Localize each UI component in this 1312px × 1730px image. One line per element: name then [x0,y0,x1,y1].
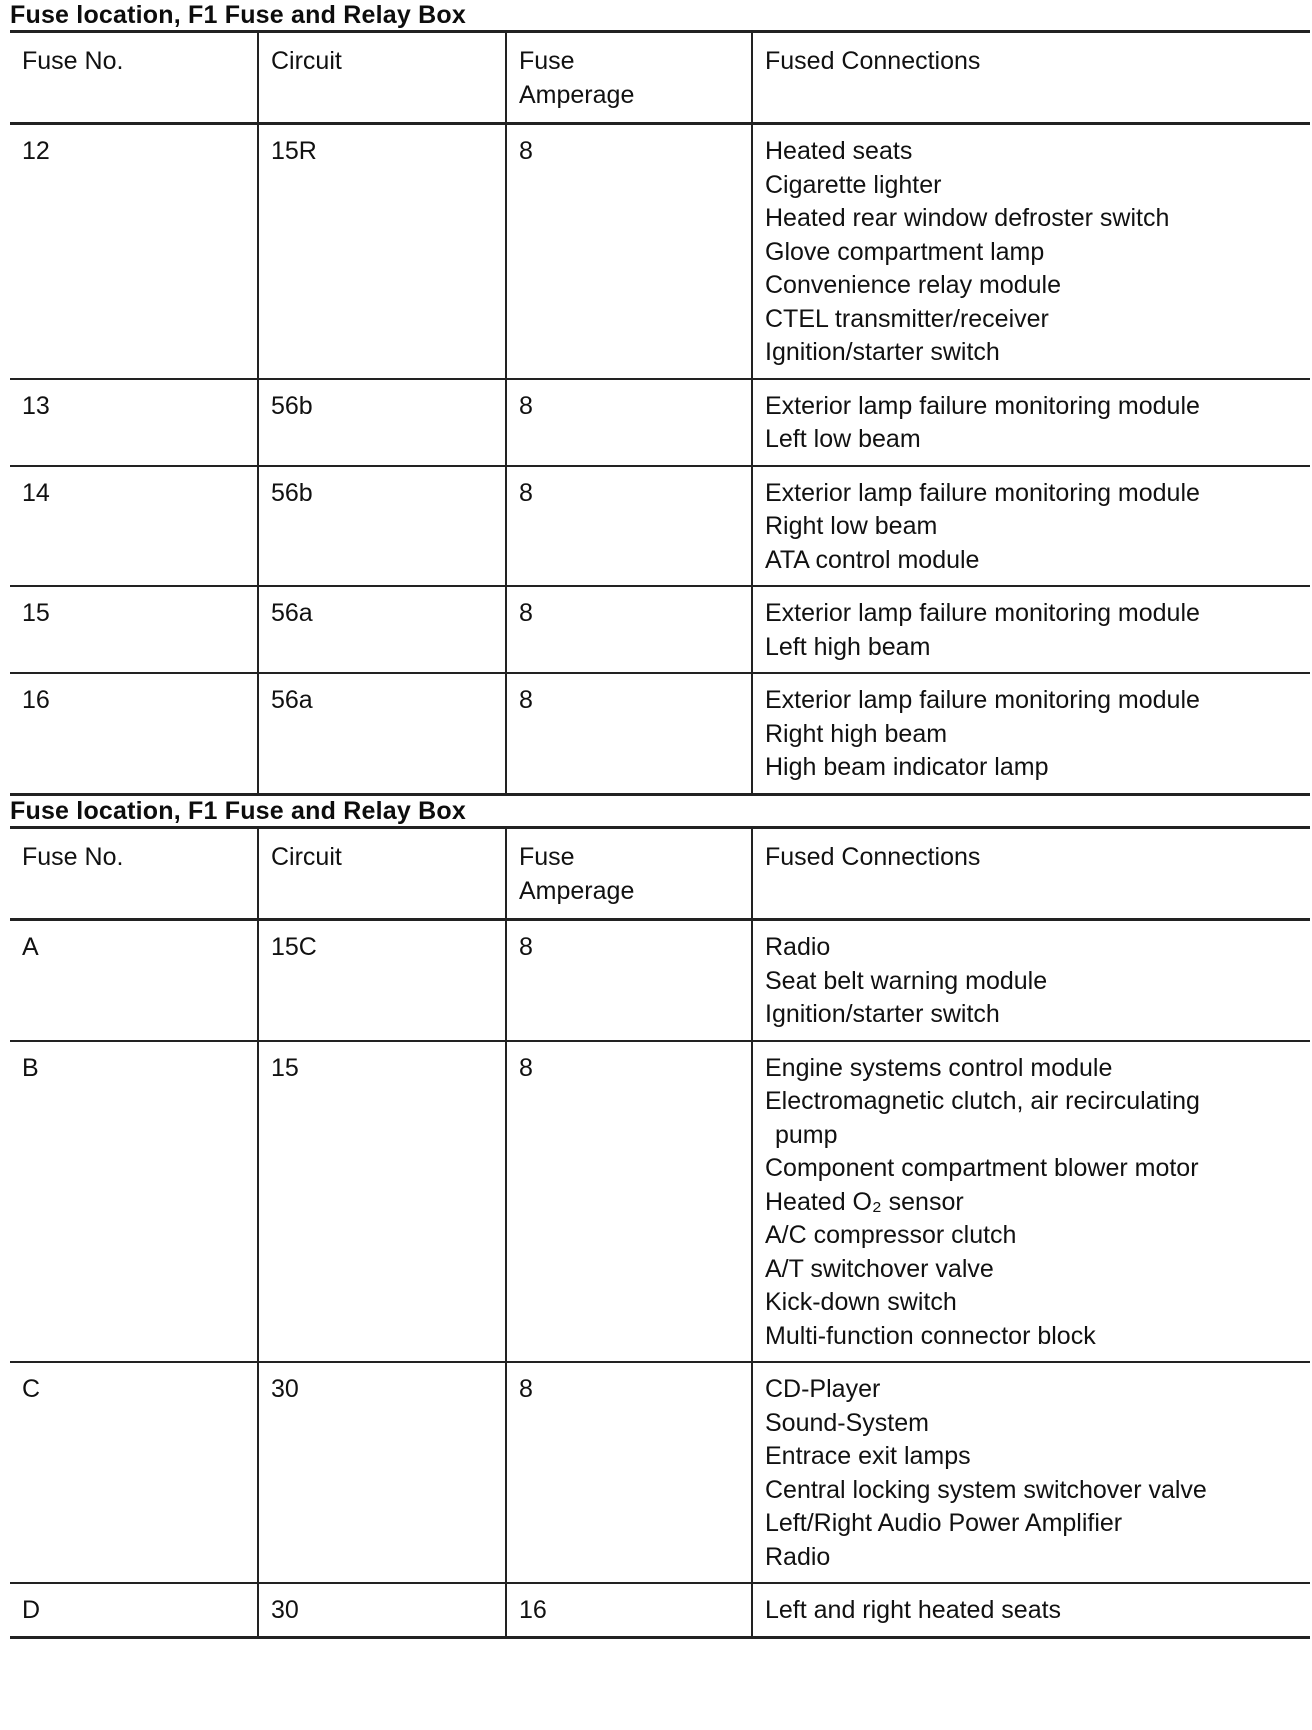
connection-item: Cigarette lighter [765,170,942,199]
connection-item: Exterior lamp failure monitoring module [765,478,1200,507]
fuse-table-section-2 [10,796,1310,1639]
connection-item: CD-Player [765,1375,881,1403]
connection-item: Component compartment blower motor [765,1154,1199,1182]
table-title: Fuse location, F1 Fuse and Relay Box [10,797,466,825]
header-row [10,828,1310,920]
header-fuse-no: Fuse No. [10,828,258,920]
connections-cell [752,1583,1310,1637]
circuit-cell: 56b [258,379,506,466]
table-row [10,379,1310,466]
connections-cell [752,920,1310,1041]
header-amperage-line2: Amperage [519,80,635,109]
fuse-no-cell: C [10,1362,258,1583]
connection-item: Sound-System [765,1408,929,1437]
connection-item: Heated O₂ sensor [765,1187,964,1216]
amperage-cell: 16 [506,1583,752,1637]
connections-cell [752,1362,1310,1583]
connection-item: Entrace exit lamps [765,1442,971,1470]
table-row [10,1583,1310,1637]
table-row [10,673,1310,794]
connection-item: Right high beam [765,719,948,748]
header-amperage-line1: Fuse [519,843,575,871]
connection-item: A/T switchover valve [765,1254,994,1283]
header-amperage-line2: Amperage [519,876,635,905]
connections-cell [752,1041,1310,1363]
fuse-no-cell: A [10,920,258,1041]
fuse-table [10,30,1310,796]
header-fuse-no: Fuse No. [10,32,258,124]
header-circuit: Circuit [258,828,506,920]
connection-item: Radio [765,1542,831,1571]
circuit-cell: 15 [258,1041,506,1363]
circuit-cell: 15C [258,920,506,1041]
connection-item: Left and right heated seats [765,1596,1062,1624]
circuit-cell: 30 [258,1583,506,1637]
fuse-no-cell: 12 [10,124,258,379]
connection-item: Ignition/starter switch [765,338,1000,366]
connection-item: Left low beam [765,425,921,453]
table-row [10,124,1310,379]
connection-item: Heated rear window defroster switch [765,204,1170,232]
connection-item: Electromagnetic clutch, air recirculating [765,1087,1200,1115]
header-amperage-line1: Fuse [519,47,575,75]
header-circuit: Circuit [258,32,506,124]
header-connections: Fused Connections [752,32,1310,124]
connection-item: High beam indicator lamp [765,753,1049,781]
header-connections: Fused Connections [752,828,1310,920]
table-body [10,920,1310,1638]
connection-item: Ignition/starter switch [765,1000,1000,1028]
connection-item: Heated seats [765,137,913,165]
connection-item: CTEL transmitter/receiver [765,304,1049,333]
connections-cell [752,586,1310,673]
connection-item: Convenience relay module [765,271,1062,299]
circuit-cell: 30 [258,1362,506,1583]
connection-item: Exterior lamp failure monitoring module [765,599,1200,627]
connection-item: Left/Right Audio Power Amplifier [765,1509,1123,1537]
connection-item: Kick-down switch [765,1288,957,1316]
circuit-cell: 15R [258,124,506,379]
connection-item: A/C compressor clutch [765,1221,1017,1249]
table-row [10,1041,1310,1363]
connection-item: Glove compartment lamp [765,237,1045,266]
amperage-cell: 8 [506,1041,752,1363]
connection-item: Seat belt warning module [765,966,1048,995]
amperage-cell: 8 [506,920,752,1041]
connection-item: Engine systems control module [765,1053,1113,1082]
table-row [10,466,1310,587]
amperage-cell: 8 [506,124,752,379]
header-amperage [506,32,752,124]
table-body [10,124,1310,795]
circuit-cell: 56a [258,586,506,673]
fuse-no-cell: D [10,1583,258,1637]
amperage-cell: 8 [506,379,752,466]
fuse-no-cell: 13 [10,379,258,466]
connections-cell [752,124,1310,379]
connection-item: Exterior lamp failure monitoring module [765,391,1200,420]
table-row [10,920,1310,1041]
amperage-cell: 8 [506,673,752,794]
table-row [10,1362,1310,1583]
fuse-no-cell: 16 [10,673,258,794]
connection-item: Multi-function connector block [765,1321,1096,1350]
circuit-cell: 56a [258,673,506,794]
connection-item: Central locking system switchover valve [765,1475,1207,1504]
connection-item: Right low beam [765,512,938,540]
amperage-cell: 8 [506,1362,752,1583]
circuit-cell: 56b [258,466,506,587]
fuse-no-cell: 15 [10,586,258,673]
connections-cell [752,466,1310,587]
connection-item: Exterior lamp failure monitoring module [765,686,1200,714]
fuse-table-section-1 [10,0,1310,796]
table-title: Fuse location, F1 Fuse and Relay Box [10,1,466,29]
amperage-cell: 8 [506,586,752,673]
fuse-no-cell: 14 [10,466,258,587]
fuse-no-cell: B [10,1041,258,1363]
connection-item: Left high beam [765,632,931,661]
header-row [10,32,1310,124]
table-row [10,586,1310,673]
connection-item: pump [775,1120,838,1149]
header-amperage [506,828,752,920]
connections-cell [752,379,1310,466]
connection-item: ATA control module [765,545,980,574]
connection-item: Radio [765,933,831,961]
connections-cell [752,673,1310,794]
amperage-cell: 8 [506,466,752,587]
fuse-table [10,826,1310,1639]
